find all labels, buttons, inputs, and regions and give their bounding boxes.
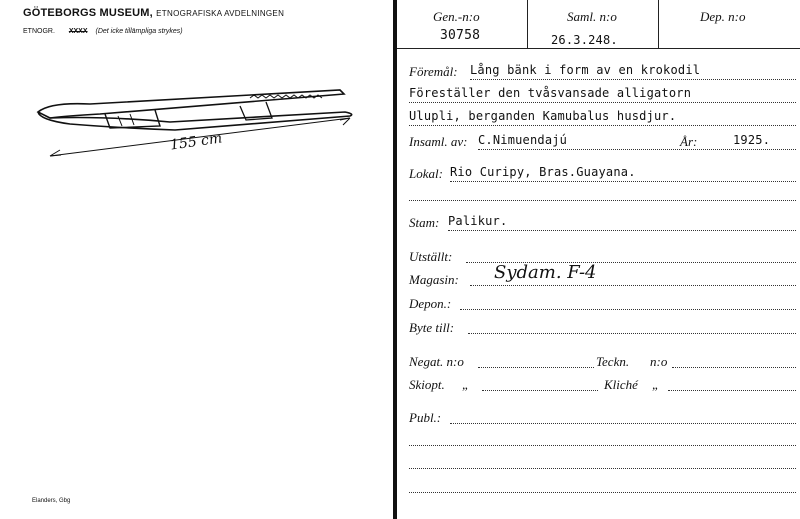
teckn-nr-label: n:o [650, 354, 668, 369]
strike-note: (Det icke tillämpliga strykes) [95, 28, 183, 35]
utstallt-label: Utställt: [409, 249, 453, 264]
insaml-label: Insaml. av: [409, 134, 468, 149]
dotted-line [470, 285, 796, 286]
dotted-line [470, 79, 796, 80]
dotted-line [409, 125, 796, 126]
kliche-ditto: „ [652, 377, 660, 392]
section-line [23, 28, 183, 35]
byte-till-label: Byte till: [409, 320, 455, 335]
crocodile-bench-drawing [10, 80, 370, 170]
magasin-label: Magasin: [409, 272, 459, 287]
table-divider [658, 0, 659, 48]
struck-text: XXXX [68, 28, 88, 35]
depon-label: Depon.: [409, 296, 452, 311]
negat-label: Negat. n:o [409, 354, 464, 369]
dotted-line [468, 333, 796, 334]
lokal-value: Rio Curipy, Bras.Guayana. [450, 165, 636, 179]
dotted-line [409, 445, 796, 446]
dotted-line [672, 367, 796, 368]
printer-imprint: Elanders, Gbg [32, 498, 71, 504]
dotted-line [478, 149, 796, 150]
insaml-value: C.Nimuendajú [478, 133, 568, 147]
ar-label: År: [680, 134, 698, 149]
magasin-value: Sydam. F-4 [494, 262, 597, 283]
dep-nr-label: Dep. n:o [700, 9, 746, 24]
foremal-line-1: Lång bänk i form av en krokodil [470, 63, 701, 77]
museum-header [23, 7, 284, 19]
dotted-line [409, 468, 796, 469]
table-divider [527, 0, 528, 48]
card-divider [393, 0, 397, 519]
department-name: ETNOGRAFISKA AVDELNINGEN [156, 9, 285, 18]
section-label: ETNOGR. [23, 28, 55, 35]
dotted-line [450, 181, 796, 182]
saml-nr-value: 26.3.248. [551, 33, 618, 47]
foremal-line-3: Ulupli, berganden Kamubalus husdjur. [409, 109, 677, 123]
lokal-label: Lokal: [409, 166, 443, 181]
teckn-label: Teckn. [596, 354, 630, 369]
dotted-line [668, 390, 796, 391]
dotted-line [409, 200, 796, 201]
foremal-label: Föremål: [409, 64, 458, 79]
foremal-line-2: Föreställer den tvåsvansade alligatorn [409, 86, 692, 100]
kliche-label: Kliché [604, 377, 638, 392]
stam-value: Palikur. [448, 214, 508, 228]
dotted-line [478, 367, 594, 368]
dotted-line [409, 102, 796, 103]
museum-name: GÖTEBORGS MUSEUM, [23, 7, 153, 19]
dotted-line [482, 390, 598, 391]
dotted-line [460, 309, 796, 310]
saml-nr-label: Saml. n:o [567, 9, 617, 24]
dotted-line [450, 423, 796, 424]
skiopt-label: Skiopt. [409, 377, 445, 392]
table-bottom-line [397, 48, 800, 49]
gen-nr-label: Gen.-n:o [433, 9, 480, 24]
stam-label: Stam: [409, 215, 440, 230]
length-annotation: 155 cm [169, 130, 224, 154]
ar-value: 1925. [733, 133, 771, 147]
dotted-line [409, 492, 796, 493]
skiopt-ditto: „ [462, 377, 470, 392]
gen-nr-value: 30758 [440, 28, 481, 43]
bench-sketch [10, 80, 370, 175]
publ-label: Publ.: [409, 410, 442, 425]
dotted-line [448, 230, 796, 231]
